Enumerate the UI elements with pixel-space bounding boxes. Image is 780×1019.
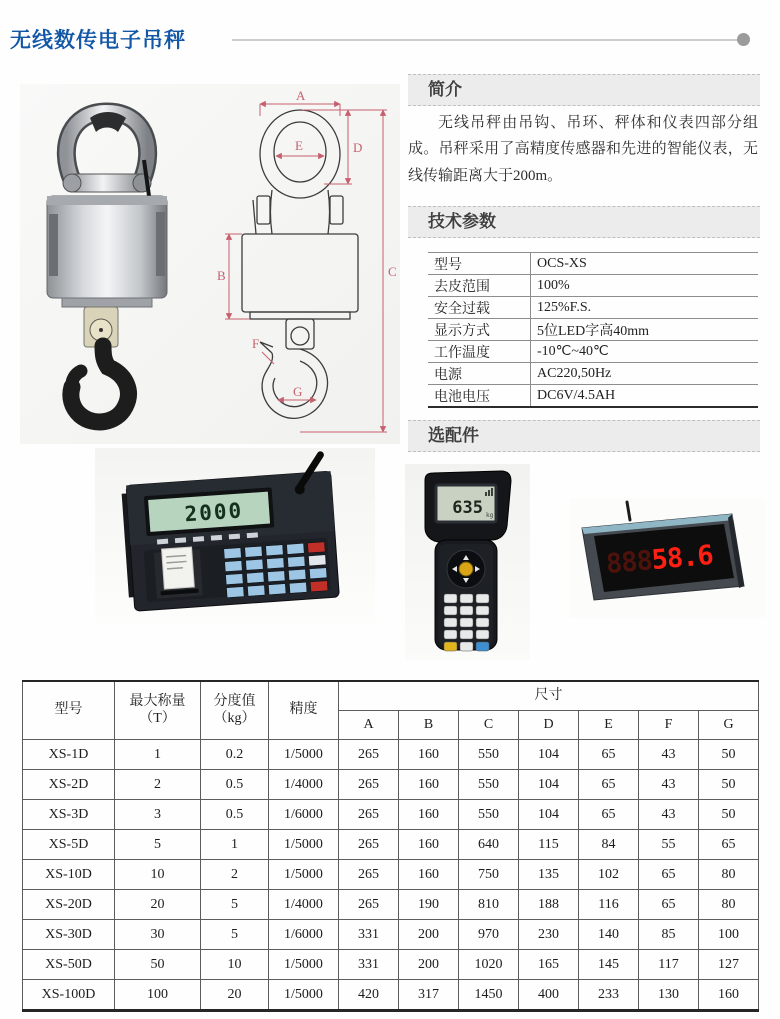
- svg-text:E: E: [295, 138, 303, 153]
- spec-model-cell: XS-5D: [23, 830, 115, 860]
- spec-row: [23, 950, 759, 980]
- spec-value-cell: 84: [579, 830, 639, 860]
- tech-param-label: 显示方式: [428, 319, 531, 341]
- spec-value-cell: 104: [519, 770, 579, 800]
- spec-value-cell: 1/4000: [269, 890, 339, 920]
- spec-value-cell: 331: [339, 950, 399, 980]
- spec-value-cell: 1/5000: [269, 980, 339, 1011]
- tech-param-row: [428, 363, 758, 385]
- spec-value-cell: 165: [519, 950, 579, 980]
- spec-value-cell: 104: [519, 740, 579, 770]
- spec-value-cell: 85: [639, 920, 699, 950]
- tech-param-value: 100%: [531, 275, 759, 297]
- tech-param-row: [428, 385, 758, 408]
- spec-value-cell: 5: [115, 830, 201, 860]
- spec-value-cell: 1/5000: [269, 860, 339, 890]
- spec-value-cell: 104: [519, 800, 579, 830]
- handheld-display-unit: kg: [486, 512, 494, 519]
- spec-value-cell: 50: [699, 770, 759, 800]
- spec-value-cell: 230: [519, 920, 579, 950]
- spec-value-cell: 3: [115, 800, 201, 830]
- handheld-keypad-icon: [444, 594, 489, 651]
- spec-value-cell: 400: [519, 980, 579, 1011]
- crane-scale-photo-icon: [47, 112, 167, 422]
- section-header-accessories: 选配件: [408, 420, 760, 452]
- svg-text:B: B: [217, 268, 226, 283]
- svg-text:G: G: [293, 384, 303, 399]
- handheld-display: 635: [452, 498, 483, 518]
- spec-value-cell: 5: [201, 890, 269, 920]
- spec-model-cell: XS-30D: [23, 920, 115, 950]
- spec-value-cell: 135: [519, 860, 579, 890]
- spec-model-cell: XS-100D: [23, 980, 115, 1011]
- tech-param-label: 型号: [428, 253, 531, 275]
- handheld-device-icon: [405, 464, 530, 660]
- spec-row: [23, 980, 759, 1011]
- spec-header-dimensions: 尺寸: [339, 681, 759, 711]
- tech-param-row: [428, 275, 758, 297]
- spec-model-cell: XS-2D: [23, 770, 115, 800]
- section-header-intro: 简介: [408, 74, 760, 106]
- spec-value-cell: 265: [339, 800, 399, 830]
- spec-value-cell: 160: [399, 800, 459, 830]
- spec-value-cell: 265: [339, 890, 399, 920]
- page-title: 无线数传电子吊秤: [10, 29, 186, 52]
- spec-value-cell: 640: [459, 830, 519, 860]
- spec-value-cell: 265: [339, 830, 399, 860]
- spec-value-cell: 160: [399, 770, 459, 800]
- spec-value-cell: 1/4000: [269, 770, 339, 800]
- svg-text:F: F: [252, 336, 260, 351]
- spec-model-cell: XS-1D: [23, 740, 115, 770]
- spec-value-cell: 5: [201, 920, 269, 950]
- spec-row: [23, 890, 759, 920]
- spec-row: [23, 920, 759, 950]
- spec-value-cell: 1: [201, 830, 269, 860]
- spec-value-cell: 233: [579, 980, 639, 1011]
- tech-param-label: 电源: [428, 363, 531, 385]
- spec-value-cell: 80: [699, 860, 759, 890]
- spec-value-cell: 317: [399, 980, 459, 1011]
- spec-value-cell: 1020: [459, 950, 519, 980]
- spec-header-dim-c: C: [459, 711, 519, 740]
- tech-param-value: -10℃~40℃: [531, 341, 759, 363]
- tech-param-label: 电池电压: [428, 385, 531, 408]
- spec-header-dim-f: F: [639, 711, 699, 740]
- spec-value-cell: 55: [639, 830, 699, 860]
- spec-row: [23, 770, 759, 800]
- spec-value-cell: 65: [579, 740, 639, 770]
- spec-value-cell: 265: [339, 860, 399, 890]
- spec-value-cell: 50: [699, 800, 759, 830]
- spec-value-cell: 127: [699, 950, 759, 980]
- spec-value-cell: 265: [339, 740, 399, 770]
- spec-value-cell: 130: [639, 980, 699, 1011]
- spec-value-cell: 1/5000: [269, 830, 339, 860]
- spec-value-cell: 100: [699, 920, 759, 950]
- spec-value-cell: 115: [519, 830, 579, 860]
- spec-value-cell: 550: [459, 770, 519, 800]
- spec-value-cell: 265: [339, 770, 399, 800]
- spec-table: [22, 680, 759, 1012]
- tech-param-row: [428, 253, 758, 275]
- printer-icon: [154, 546, 203, 598]
- spec-value-cell: 80: [699, 890, 759, 920]
- spec-value-cell: 65: [579, 800, 639, 830]
- spec-value-cell: 200: [399, 920, 459, 950]
- tech-param-label: 工作温度: [428, 341, 531, 363]
- spec-value-cell: 0.5: [201, 770, 269, 800]
- led-display-device-icon: [570, 498, 765, 618]
- tech-param-row: [428, 297, 758, 319]
- spec-value-cell: 43: [639, 800, 699, 830]
- spec-value-cell: 550: [459, 800, 519, 830]
- spec-value-cell: 0.5: [201, 800, 269, 830]
- spec-header-precision: 精度: [269, 681, 339, 740]
- spec-value-cell: 160: [399, 740, 459, 770]
- spec-value-cell: 43: [639, 740, 699, 770]
- spec-value-cell: 102: [579, 860, 639, 890]
- spec-header-max-capacity: 最大称量 （T）: [115, 681, 201, 740]
- spec-value-cell: 420: [339, 980, 399, 1011]
- spec-header-dim-g: G: [699, 711, 759, 740]
- spec-row: [23, 860, 759, 890]
- spec-row: [23, 830, 759, 860]
- spec-value-cell: 188: [519, 890, 579, 920]
- spec-model-cell: XS-20D: [23, 890, 115, 920]
- spec-value-cell: 750: [459, 860, 519, 890]
- spec-value-cell: 970: [459, 920, 519, 950]
- spec-header-dim-a: A: [339, 711, 399, 740]
- crane-scale-photo-and-drawing-icon: [20, 84, 400, 444]
- spec-value-cell: 550: [459, 740, 519, 770]
- led-display: 58.6: [650, 539, 714, 577]
- section-header-tech-params: 技术参数: [408, 206, 760, 238]
- crane-scale-image: [20, 84, 400, 444]
- tech-param-row: [428, 341, 758, 363]
- svg-text:D: D: [353, 140, 363, 155]
- tech-param-value: DC6V/4.5AH: [531, 385, 759, 408]
- spec-value-cell: 20: [115, 890, 201, 920]
- spec-value-cell: 65: [579, 770, 639, 800]
- spec-value-cell: 1450: [459, 980, 519, 1011]
- spec-header-dim-d: D: [519, 711, 579, 740]
- spec-value-cell: 50: [699, 740, 759, 770]
- spec-value-cell: 117: [639, 950, 699, 980]
- nav-pad-icon: [447, 550, 485, 588]
- spec-value-cell: 1/5000: [269, 740, 339, 770]
- spec-value-cell: 50: [115, 950, 201, 980]
- spec-value-cell: 160: [699, 980, 759, 1011]
- spec-header-division: 分度值 （kg）: [201, 681, 269, 740]
- title-rule-dot: [737, 33, 750, 46]
- spec-value-cell: 1/6000: [269, 800, 339, 830]
- spec-value-cell: 145: [579, 950, 639, 980]
- tech-param-label: 安全过载: [428, 297, 531, 319]
- svg-text:A: A: [296, 88, 306, 103]
- led-dim-digits: 888: [604, 545, 654, 581]
- spec-value-cell: 65: [699, 830, 759, 860]
- spec-value-cell: 43: [639, 770, 699, 800]
- spec-model-cell: XS-3D: [23, 800, 115, 830]
- indicator-device-icon: [95, 448, 375, 624]
- spec-row: [23, 800, 759, 830]
- spec-value-cell: 116: [579, 890, 639, 920]
- spec-model-cell: XS-50D: [23, 950, 115, 980]
- tech-param-value: 125%F.S.: [531, 297, 759, 319]
- spec-value-cell: 10: [115, 860, 201, 890]
- spec-value-cell: 331: [339, 920, 399, 950]
- spec-value-cell: 10: [201, 950, 269, 980]
- spec-value-cell: 810: [459, 890, 519, 920]
- crane-scale-dimension-drawing-icon: [217, 88, 397, 432]
- svg-text:C: C: [388, 264, 397, 279]
- spec-value-cell: 140: [579, 920, 639, 950]
- spec-value-cell: 190: [399, 890, 459, 920]
- indicator-display: 2000: [183, 498, 244, 527]
- spec-value-cell: 0.2: [201, 740, 269, 770]
- spec-header-dim-e: E: [579, 711, 639, 740]
- spec-value-cell: 30: [115, 920, 201, 950]
- tech-param-row: [428, 319, 758, 341]
- spec-value-cell: 200: [399, 950, 459, 980]
- spec-row: [23, 740, 759, 770]
- spec-value-cell: 65: [639, 890, 699, 920]
- spec-value-cell: 160: [399, 860, 459, 890]
- spec-value-cell: 1/6000: [269, 920, 339, 950]
- handheld-image: [405, 464, 530, 660]
- spec-value-cell: 20: [201, 980, 269, 1011]
- tech-param-label: 去皮范围: [428, 275, 531, 297]
- led-display-image: [570, 498, 765, 618]
- spec-header-model: 型号: [23, 681, 115, 740]
- spec-model-cell: XS-10D: [23, 860, 115, 890]
- spec-value-cell: 65: [639, 860, 699, 890]
- title-rule: [232, 39, 737, 41]
- spec-value-cell: 100: [115, 980, 201, 1011]
- spec-value-cell: 160: [399, 830, 459, 860]
- spec-value-cell: 2: [115, 770, 201, 800]
- tech-params-table: [428, 252, 758, 408]
- spec-value-cell: 2: [201, 860, 269, 890]
- spec-value-cell: 1: [115, 740, 201, 770]
- spec-header-dim-b: B: [399, 711, 459, 740]
- spec-value-cell: 1/5000: [269, 950, 339, 980]
- tech-param-value: AC220,50Hz: [531, 363, 759, 385]
- intro-text: 无线吊秤由吊钩、吊环、秤体和仪表四部分组成。吊秤采用了高精度传感器和先进的智能仪表，无线传输距离大于200m。: [408, 115, 758, 184]
- tech-param-value: 5位LED字高40mm: [531, 319, 759, 341]
- indicator-image: [95, 448, 375, 624]
- antenna-icon: [627, 502, 630, 520]
- tech-param-value: OCS-XS: [531, 253, 759, 275]
